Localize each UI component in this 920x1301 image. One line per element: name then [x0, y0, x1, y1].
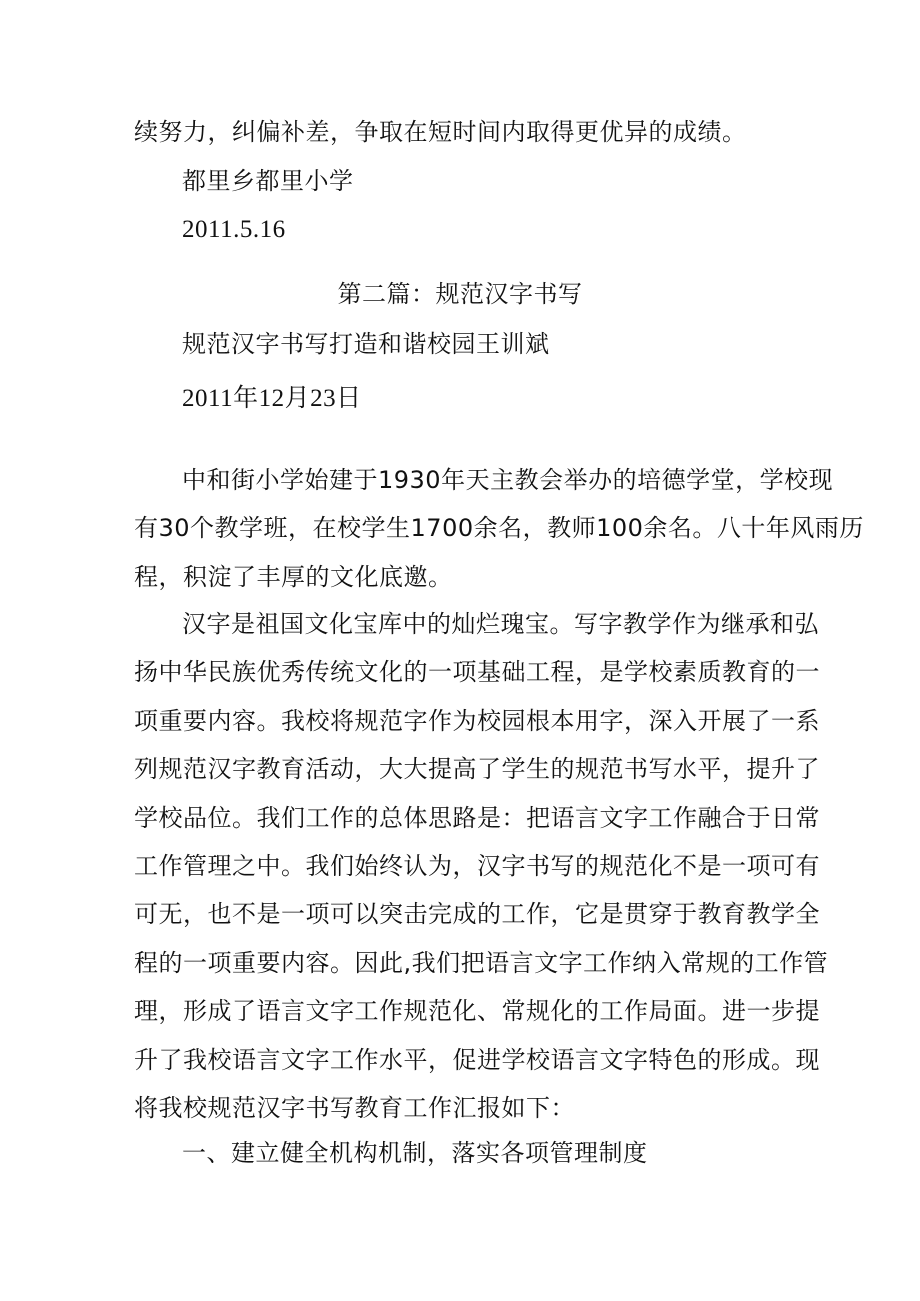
paragraph-line: 程的一项重要内容。因此,我们把语言文字工作纳入常规的工作管 [134, 948, 829, 977]
paragraph-line: 项重要内容。我校将规范字作为校园根本用字，深入开展了一系 [134, 706, 820, 735]
paragraph-line: 程，积淀了丰厚的文化底邀。 [134, 562, 453, 591]
article-date: 2011年12月23日 [182, 385, 362, 412]
paragraph-line: 扬中华民族优秀传统文化的一项基础工程，是学校素质教育的一 [134, 658, 820, 687]
paragraph-2 [134, 600, 829, 1132]
article-title: 规范汉字书写打造和谐校园王训斌 [182, 330, 550, 358]
paragraph-line: 列规范汉字教育活动，大大提高了学生的规范书写水平，提升了 [134, 755, 820, 784]
paragraph-line: 有30个教学班，在校学生1700余名，教师100余名。八十年风雨历 [134, 514, 864, 543]
paragraph-line: 学校品位。我们工作的总体思路是：把语言文字工作融合于日常 [134, 803, 820, 832]
paragraph-line: 升了我校语言文字工作水平，促进学校语言文字特色的形成。现 [134, 1045, 820, 1074]
paragraph-line: 将我校规范汉字书写教育工作汇报如下： [134, 1094, 575, 1123]
paragraph-line: 中和街小学始建于1930年天主教会举办的培德学堂，学校现 [182, 466, 834, 494]
signature-date: 2011.5.16 [182, 216, 286, 243]
section-heading-1: 一、建立健全机构机制，落实各项管理制度 [182, 1139, 648, 1167]
paragraph-line: 理，形成了语言文字工作规范化、常规化的工作局面。进一步提 [134, 997, 820, 1026]
paragraph-1 [134, 456, 864, 601]
paragraph-line: 工作管理之中。我们始终认为，汉字书写的规范化不是一项可有 [134, 852, 820, 881]
previous-section-closing-line: 续努力，纠偏补差，争取在短时间内取得更优异的成绩。 [134, 118, 747, 146]
paragraph-line: 汉字是祖国文化宝库中的灿烂瑰宝。写字教学作为继承和弘 [182, 610, 819, 638]
paragraph-line: 可无，也不是一项可以突击完成的工作，它是贯穿于教育教学全 [134, 900, 820, 929]
signature-school: 都里乡都里小学 [182, 167, 354, 195]
section-title: 第二篇：规范汉字书写 [337, 280, 583, 308]
